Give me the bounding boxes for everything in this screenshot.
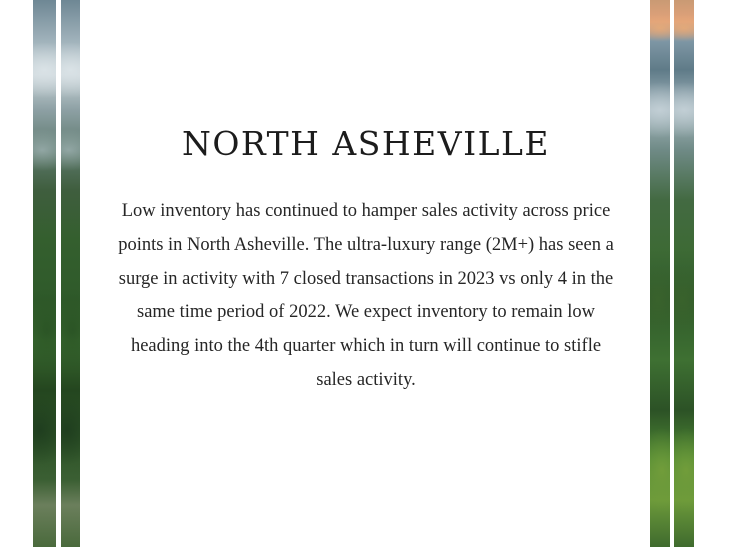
landscape-photo-strip-right-inner [650, 0, 670, 547]
content-panel [100, 0, 632, 547]
landscape-photo-strip-left-inner [61, 0, 80, 547]
landscape-photo-strip-right-outer [674, 0, 694, 547]
market-summary-paragraph: Low inventory has continued to hamper sales activity across price points in North Asheville. The ultra-luxury range (2M+) has seen a surge in activity with 7 closed transactions in 2023 vs only 4 in the same time period of 2022. We expect inventory to remain low heading into the 4th quarter which in turn will continue to stifle sales activity. [118, 201, 614, 390]
landscape-photo-strip-left-outer [33, 0, 56, 547]
page-title: NORTH ASHEVILLE [181, 124, 551, 163]
